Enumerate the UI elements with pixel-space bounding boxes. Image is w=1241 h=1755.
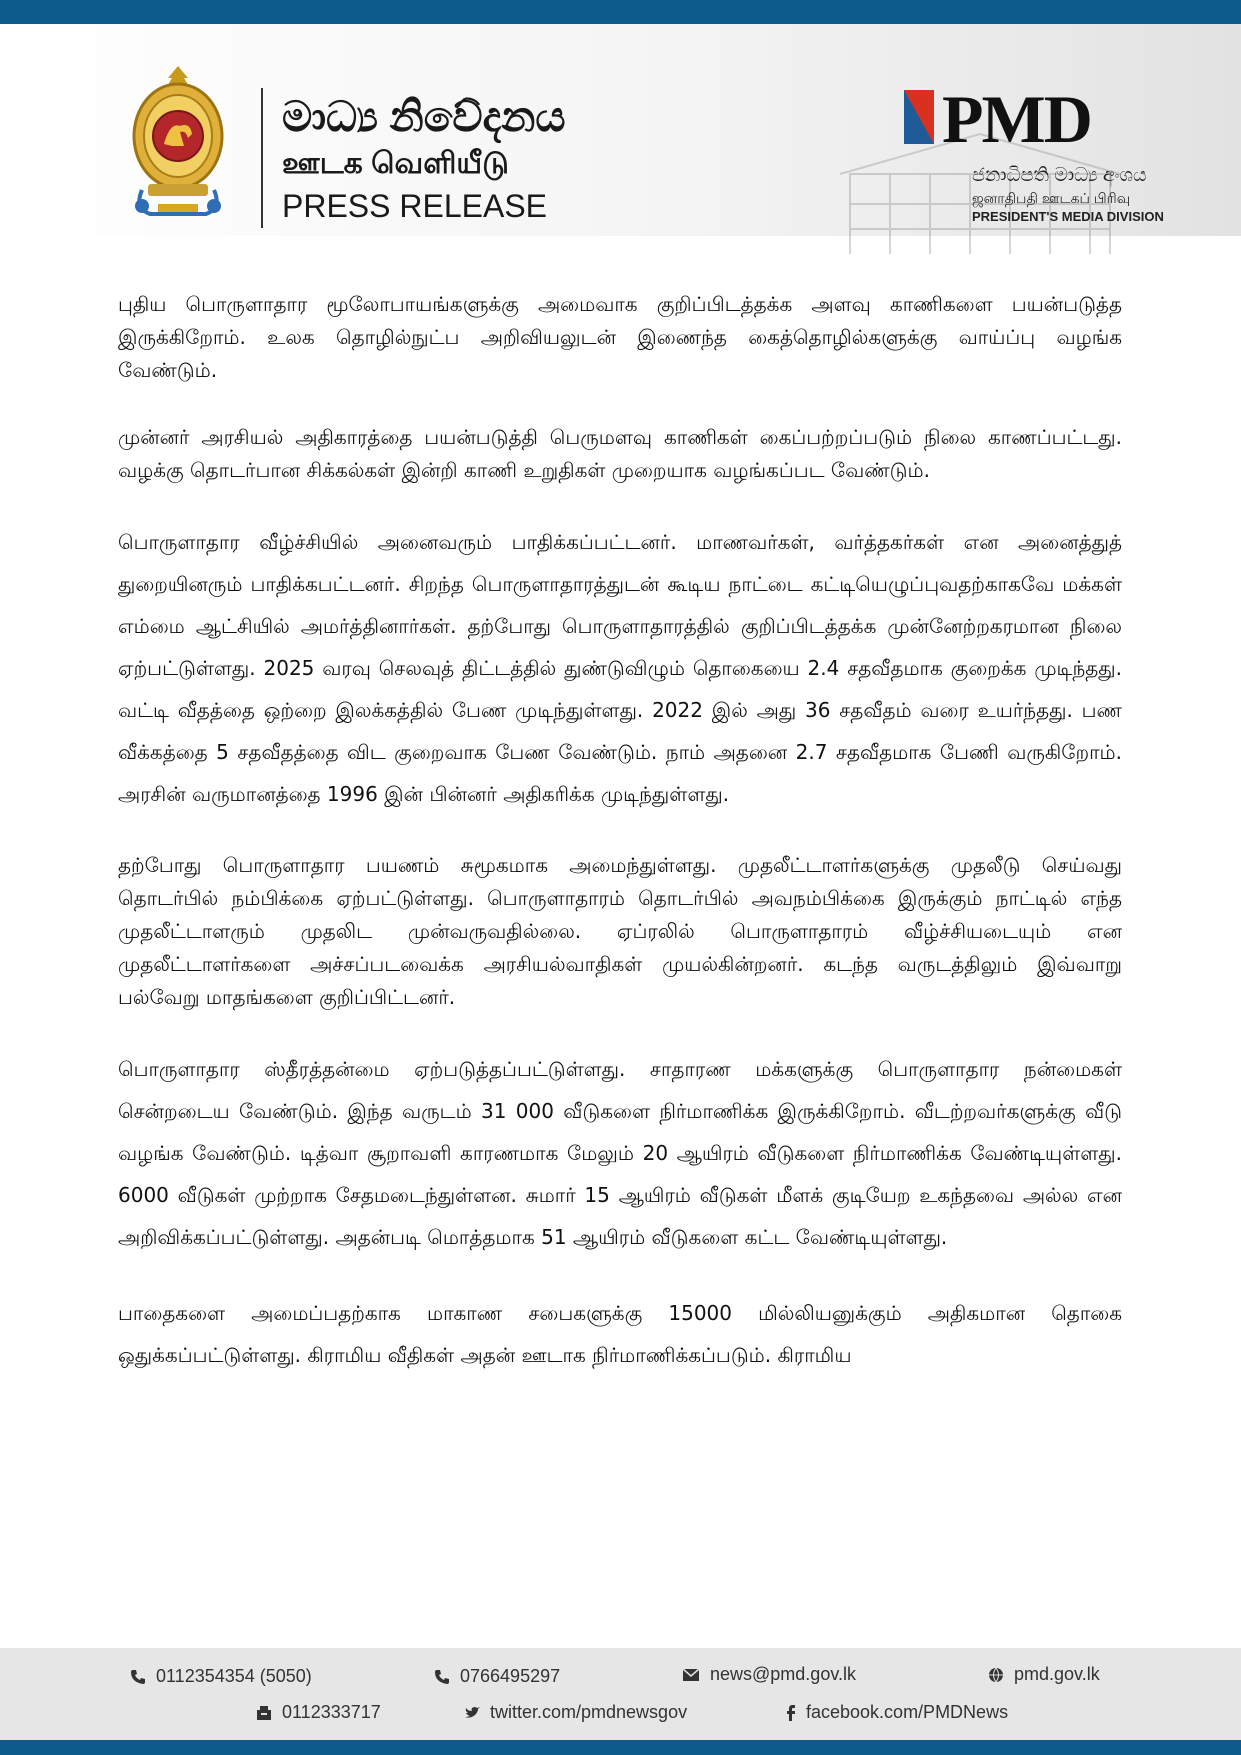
paragraph-economy: பொருளாதார வீழ்ச்சியில் அனைவரும் பாதிக்கப்பட்டனர். மாணவர்கள், வர்த்தகர்கள் என அனைத்துத் துறையினரும் பாதிக்கபட்டனர். சிறந்த பொருளாதாரத்துடன் கூடிய நாட்டை கட்டியெழுப்புவதற்காகவே மக்கள் எம்மை ஆட்சியில் அமர்த்தினார்கள். தற்போது பொருளாதாரத்தில் குறிப்பிடத்தக்க முன்னேற்றகரமான நிலை ஏற்பட்டுள்ளது. 2025 வரவு செலவுத் திட்டத்தில் துண்டுவிழும் தொகையை 2.4 சதவீதமாக குறைக்க முடிந்தது. வட்டி வீதத்தை ஒற்றை இலக்கத்தில் பேண முடிந்துள்ளது. 2022 இல் அது 36 சதவீதம் வரை உயர்ந்தது. பண வீக்கத்தை 5 சதவீதத்தை விட குறைவாக பேண வேண்டும். நாம் அதனை 2.7 சதவீதமாக பேணி வருகிறோம். அரசின் வருமானத்தை 1996 இன் பின்னர் அதிகரிக்க முடிந்துள்ளது. <box>118 530 1122 806</box>
header-divider <box>261 88 263 228</box>
organization-name <box>972 164 1164 226</box>
paragraph-land-deeds: முன்னர் அரசியல் அதிகாரத்தை பயன்படுத்தி பெருமளவு காணிகள் கைப்பற்றப்படும் நிலை காணப்பட்டது. வழக்கு தொடர்பான சிக்கல்கள் இன்றி காணி உறுதிகள் முறையாக வழங்கப்பட வேண்டும். <box>118 425 1122 482</box>
bottom-color-bar <box>0 1740 1241 1755</box>
org-name-tamil: ஜனாதிபதி ஊடகப் பிரிவு <box>972 190 1131 206</box>
mail-icon <box>682 1668 700 1682</box>
twitter-text: twitter.com/pmdnewsgov <box>490 1702 688 1722</box>
paragraph-housing: பொருளாதார ஸ்தீரத்தன்மை ஏற்படுத்தப்பட்டுள்ளது. சாதாரண மக்களுக்கு பொருளாதார நன்மைகள் சென்றடைய வேண்டும். இந்த வருடம் 31 000 வீடுகளை நிர்மாணிக்க இருக்கிறோம். வீடற்றவர்களுக்கு வீடு வழங்க வேண்டும். டித்வா சூறாவளி காரணமாக மேலும் 20 ஆயிரம் வீடுகளை நிர்மாணிக்க வேண்டியுள்ளது. 6000 வீடுகள் முற்றாக சேதமடைந்துள்ளன. சுமார் 15 ஆயிரம் வீடுகள் மீளக் குடியேற உகந்தவை அல்ல என அறிவிக்கப்பட்டுள்ளது. அதன்படி மொத்தமாக 51 ஆயிரம் வீடுகளை கட்ட வேண்டியுள்ளது. <box>118 1057 1122 1249</box>
phone-icon <box>130 1669 146 1685</box>
title-english: PRESS RELEASE <box>282 188 547 224</box>
paragraph-roads: பாதைகளை அமைப்பதற்காக மாகாண சபைகளுக்கு 15000 மில்லியனுக்கும் அதிகமான தொகை ஒதுக்கப்பட்டுள்ளது. கிராமிய வீதிகள் அதன் ஊடாக நிர்மாணிக்கப்படும். கிராமிய <box>118 1301 1122 1367</box>
footer-twitter[interactable] <box>464 1702 687 1723</box>
phone2-text: 0766495297 <box>460 1666 561 1686</box>
pmd-logo <box>904 81 1104 157</box>
footer-phone1[interactable] <box>130 1666 312 1687</box>
org-name-sinhala: ජනාධිපති මාධ්‍ය අංශය <box>972 165 1147 186</box>
globe-icon <box>988 1667 1004 1683</box>
footer-email[interactable] <box>682 1664 856 1685</box>
fax-text: 0112333717 <box>282 1702 381 1722</box>
footer-fax[interactable] <box>256 1702 381 1723</box>
paragraph-investment: தற்போது பொருளாதார பயணம் சுமூகமாக அமைந்துள்ளது. முதலீட்டாளர்களுக்கு முதலீடு செய்வது தொடர்பில் நம்பிக்கை ஏற்பட்டுள்ளது. பொருளாதாரம் தொடர்பில் அவநம்பிக்கை இருக்கும் நாட்டில் எந்த முதலீட்டாளரும் முதலிட முன்வருவதில்லை. ஏப்ரலில் பொருளாதாரம் வீழ்ச்சியடையும் என முதலீட்டாளர்களை அச்சப்படவைக்க அரசியல்வாதிகள் முயல்கின்றனர். கடந்த வருடத்திலும் இவ்வாறு பல்வேறு மாதங்களை குறிப்பிட்டனர். <box>118 853 1122 1009</box>
facebook-icon <box>786 1705 796 1721</box>
title-sinhala: මාධ්‍ය නිවේදනය <box>282 93 566 140</box>
facebook-text: facebook.com/PMDNews <box>806 1702 1009 1722</box>
press-release-title <box>282 90 566 228</box>
fax-icon <box>256 1705 272 1721</box>
pmd-logo-mark-icon <box>904 90 934 144</box>
national-emblem-icon <box>128 64 228 224</box>
pmd-logo-text: PMD <box>942 81 1091 157</box>
phone-icon <box>434 1669 450 1685</box>
letterhead <box>0 24 1241 236</box>
paragraph-land: புதிய பொருளாதார மூலோபாயங்களுக்கு அமைவாக குறிப்பிடத்தக்க அளவு காணிகளை பயன்படுத்த இருக்கிறோம். உலக தொழில்நுட்ப அறிவியலுடன் இணைந்த கைத்தொழில்களுக்கு வாய்ப்பு வழங்க வேண்டும். <box>118 292 1122 382</box>
title-tamil: ஊடக வெளியீடு <box>282 147 509 180</box>
footer-phone2[interactable] <box>434 1666 560 1687</box>
contact-footer <box>0 1648 1241 1740</box>
top-color-bar <box>0 0 1241 24</box>
phone1-text: 0112354354 (5050) <box>156 1666 312 1686</box>
org-name-english: PRESIDENT'S MEDIA DIVISION <box>972 209 1164 224</box>
press-release-body <box>118 288 1122 1410</box>
footer-website[interactable] <box>988 1664 1100 1685</box>
email-text: news@pmd.gov.lk <box>710 1664 856 1684</box>
twitter-icon <box>464 1706 480 1720</box>
website-text: pmd.gov.lk <box>1014 1664 1100 1684</box>
footer-facebook[interactable] <box>786 1702 1008 1723</box>
